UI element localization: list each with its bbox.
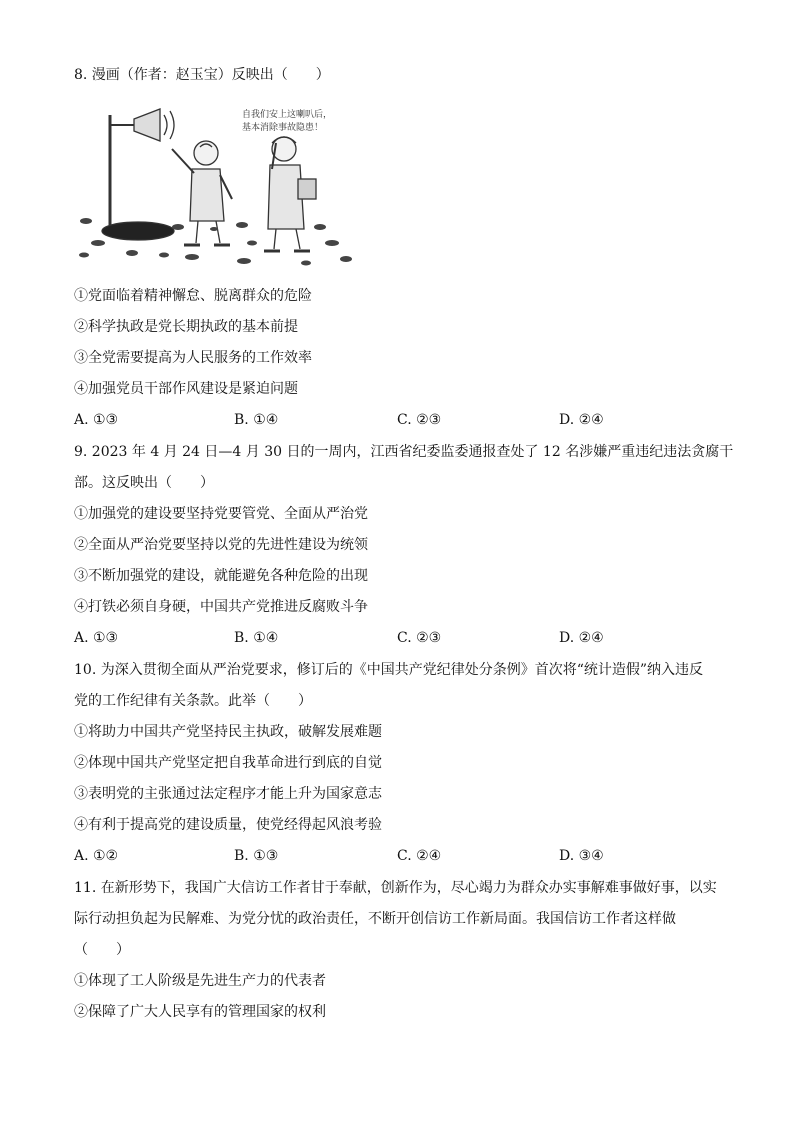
q8-item-4: ④加强党员干部作风建设是紧迫问题 (74, 381, 298, 397)
q8-option-c[interactable]: C. ②③ (397, 412, 442, 428)
q11-item-2: ②保障了广大人民享有的管理国家的权利 (74, 1004, 326, 1020)
q9-option-d[interactable]: D. ②④ (559, 630, 604, 646)
q11-stem-line-1: 11. 在新形势下，我国广大信访工作者甘于奉献，创新作为，尽心竭力为群众办实事解难事做好事，以实 (74, 880, 717, 896)
q10-option-b[interactable]: B. ①③ (234, 848, 279, 864)
q10-item-4: ④有利于提高党的建设质量，使党经得起风浪考验 (74, 817, 382, 833)
cartoon-caption-line-2: 基本消除事故隐患！ (242, 123, 324, 133)
q8-option-d[interactable]: D. ②④ (559, 412, 604, 428)
q9-options (74, 628, 734, 648)
cartoon-caption-line-1: 自我们安上这喇叭后， (242, 110, 333, 120)
q10-item-2: ②体现中国共产党坚定把自我革命进行到底的自觉 (74, 755, 382, 771)
q9-stem-line-1: 9. 2023 年 4 月 24 日—4 月 30 日的一周内，江西省纪委监委通报查处了 12 名涉嫌严重违纪违法贪腐干 (74, 444, 734, 460)
q10-item-1: ①将助力中国共产党坚持民主执政，破解发展难题 (74, 724, 382, 740)
q8-item-3: ③全党需要提高为人民服务的工作效率 (74, 350, 312, 366)
q10-options (74, 846, 734, 866)
q8-stem: 8. 漫画（作者：赵玉宝）反映出（ ） (74, 67, 330, 83)
q10-item-3: ③表明党的主张通过法定程序才能上升为国家意志 (74, 786, 382, 802)
q9-stem-line-2: 部。这反映出（ ） (74, 475, 214, 491)
q11-stem-line-3: （ ） (74, 942, 130, 958)
q9-option-a[interactable]: A. ①③ (74, 630, 119, 646)
q10-option-c[interactable]: C. ②④ (397, 848, 442, 864)
q8-option-b[interactable]: B. ①④ (234, 412, 279, 428)
q10-stem-line-2: 党的工作纪律有关条款。此举（ ） (74, 693, 312, 709)
q10-stem-line-1: 10. 为深入贯彻全面从严治党要求，修订后的《中国共产党纪律处分条例》首次将“统计造假”纳入违反 (74, 662, 704, 678)
q8-option-a[interactable]: A. ①③ (74, 412, 119, 428)
q11-stem-line-2: 际行动担负起为民解难、为党分忧的政治责任，不断开创信访工作新局面。我国信访工作者这样做 (74, 911, 676, 927)
q11-item-1: ①体现了工人阶级是先进生产力的代表者 (74, 973, 326, 989)
q10-option-a[interactable]: A. ①② (74, 848, 119, 864)
q8-item-1: ①党面临着精神懈怠、脱离群众的危险 (74, 288, 312, 304)
q9-item-3: ③不断加强党的建设，就能避免各种危险的出现 (74, 568, 368, 584)
q9-item-4: ④打铁必须自身硬，中国共产党推进反腐败斗争 (74, 599, 368, 615)
q9-item-2: ②全面从严治党要坚持以党的先进性建设为统领 (74, 537, 368, 553)
q8-item-2: ②科学执政是党长期执政的基本前提 (74, 319, 298, 335)
q9-item-1: ①加强党的建设要坚持党要管党、全面从严治党 (74, 506, 368, 522)
cartoon-image (74, 103, 358, 268)
q10-option-d[interactable]: D. ③④ (559, 848, 604, 864)
q8-options (74, 410, 734, 430)
q9-option-b[interactable]: B. ①④ (234, 630, 279, 646)
q9-option-c[interactable]: C. ②③ (397, 630, 442, 646)
